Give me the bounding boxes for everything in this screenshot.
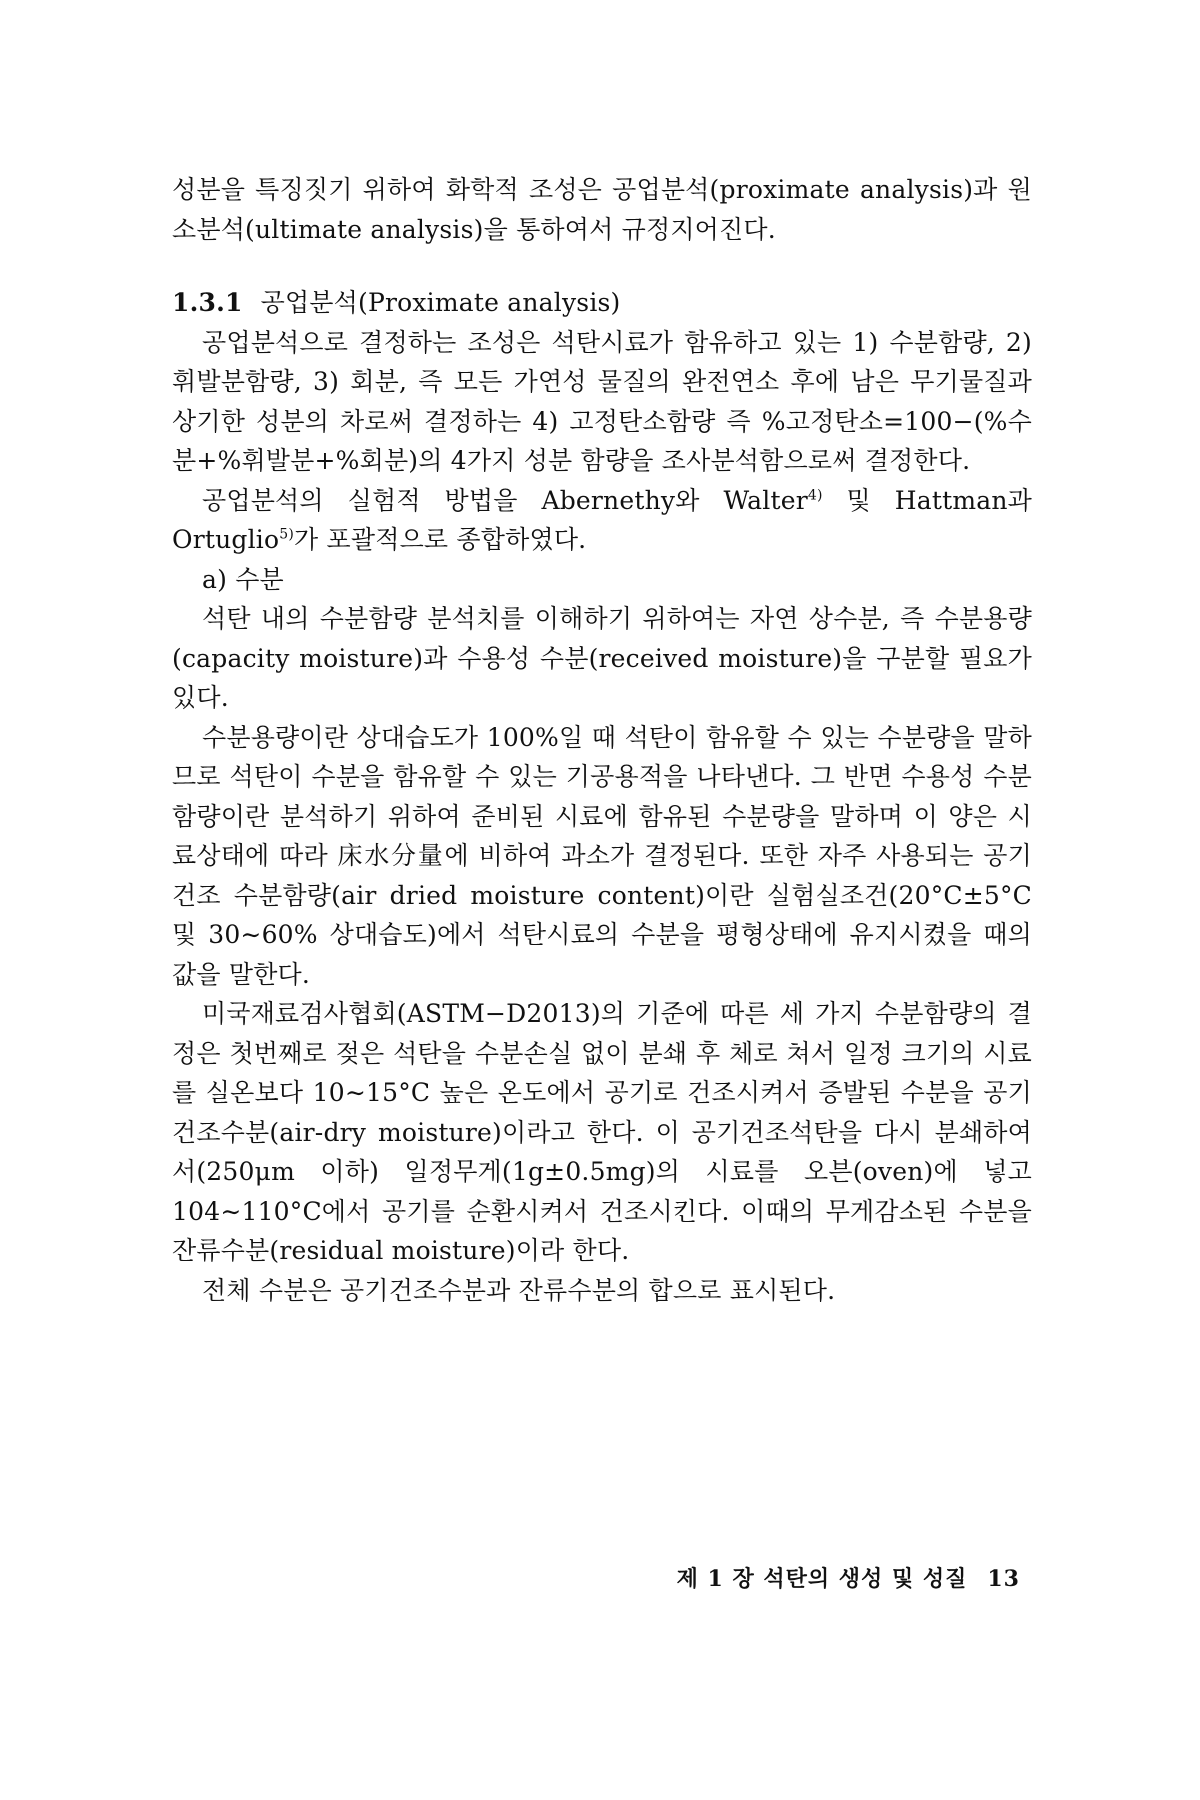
paragraph-moisture-capacity: 수분용량이란 상대습도가 100%일 때 석탄이 함유할 수 있는 수분량을 말하므로 석탄이 수분을 함유할 수 있는 기공용적을 나타낸다. 그 반면 수용성 수분함량이란 분석하기 위하여 준비된 시료에 함유된 수분량을 말하며 이 양은 시료상태에 따라 床水分量에 비하여 과소가 결정된다. 또한 자주 사용되는 공기건조 수분함량(air dried moisture content)이란 실험실조건(20°C±5°C 및 30∼60% 상대습도)에서 석탄시료의 수분을 평형상태에 유지시켰을 때의 값을 말한다. — [172, 722, 1032, 989]
paragraph-composition: 공업분석으로 결정하는 조성은 석탄시료가 함유하고 있는 1) 수분함량, 2) 휘발분함량, 3) 회분, 즉 모든 가연성 물질의 완전연소 후에 남은 무기물질과 상기한 성분의 차로써 결정하는 4) 고정탄소함량 즉 %고정탄소=100−(%수분+%휘발분+%회분)의 4가지 성분 함량을 조사분석함으로써 결정한다. — [172, 327, 1032, 475]
section-heading — [172, 283, 1032, 323]
section-title: 공업분석(Proximate analysis) — [260, 288, 621, 317]
methods-text-2: 및 Hattman과 Ortuglio — [172, 485, 1032, 554]
intro-paragraph: 성분을 특징짓기 위하여 화학적 조성은 공업분석(proximate analysis)과 원소분석(ultimate analysis)을 통하여서 규정지어진다. — [172, 175, 1032, 244]
section-number: 1.3.1 — [172, 288, 243, 317]
paragraph-moisture-types: 석탄 내의 수분함량 분석치를 이해하기 위하여는 자연 상수분, 즉 수분용량(capacity moisture)과 수용성 수분(received moisture)을 구분할 필요가 있다. — [172, 604, 1032, 712]
body-text — [172, 170, 1032, 1310]
paragraph-methods — [172, 481, 1032, 560]
citation-5: 5) — [279, 526, 295, 543]
citation-4: 4) — [807, 487, 823, 504]
methods-text-3: 가 포괄적으로 종합하였다. — [294, 525, 587, 554]
paragraph-astm: 미국재료검사협회(ASTM−D2013)의 기준에 따른 세 가지 수분함량의 결정은 첫번째로 젖은 석탄을 수분손실 없이 분쇄 후 체로 쳐서 일정 크기의 시료를 실온보다 10∼15°C 높은 온도에서 공기로 건조시켜서 증발된 수분을 공기건조수분(air-dry moisture)이라고 한다. 이 공기건조석탄을 다시 분쇄하여서(250μm 이하) 일정무게(1g±0.5mg)의 시료를 오븐(oven)에 넣고 104∼110°C에서 공기를 순환시켜서 건조시킨다. 이때의 무게감소된 수분을 잔류수분(residual moisture)이라 한다. — [172, 999, 1032, 1265]
page-number: 13 — [987, 1566, 1020, 1592]
paragraph-total-moisture: 전체 수분은 공기건조수분과 잔류수분의 합으로 표시된다. — [202, 1275, 836, 1305]
chapter-title: 제 1 장 석탄의 생성 및 성질 — [676, 1566, 968, 1592]
page-footer — [0, 1562, 1020, 1593]
methods-text-1: 공업분석의 실험적 방법을 Abernethy와 Walter — [202, 485, 808, 515]
subheading-moisture: a) 수분 — [202, 564, 284, 594]
